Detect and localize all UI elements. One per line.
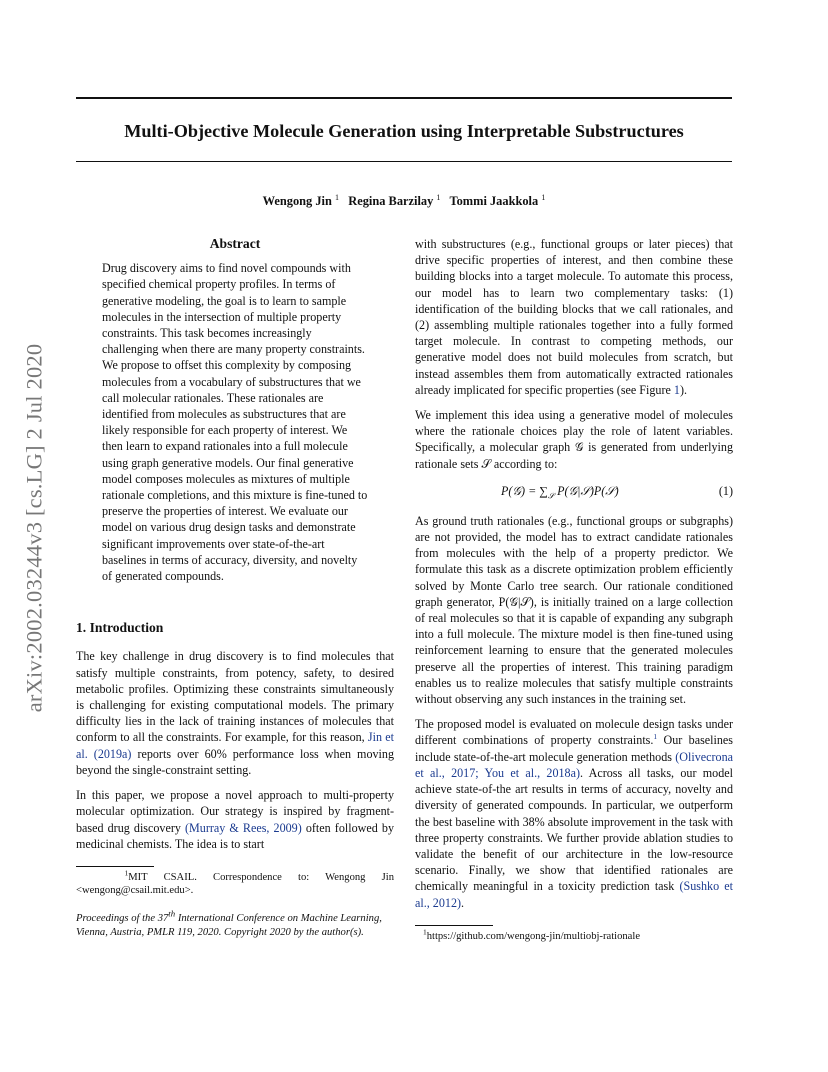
intro-paragraph-2: [76, 787, 394, 852]
author-affiliation-mark: 1: [334, 193, 339, 202]
right-paragraph-2: We implement this idea using a generative model of molecules where the rationale choices play the role of latent variables. Specifically, a molecular graph 𝒢 is generated from underlying rationale sets 𝒮 according to:: [415, 408, 733, 471]
equation-subscript: 𝒮: [547, 491, 555, 501]
citation-link[interactable]: (Olivecrona et al., 2017; You et al., 2018a): [415, 749, 733, 780]
footnote-mark: 1: [124, 868, 129, 878]
footnote-rule: [415, 925, 493, 926]
equation-lhs: P(𝒢) = ∑: [501, 483, 548, 498]
intro-p2-text: In this paper, we propose a novel approach to multi-property molecular optimization. Our strategy is inspired by fragment-based drug discovery: [76, 788, 394, 835]
introduction-heading: 1. Introduction: [76, 620, 164, 636]
figure-ref-link[interactable]: 1: [673, 382, 680, 397]
left-column: [76, 236, 394, 939]
arxiv-identifier: arXiv:2002.03244v3 [cs.LG] 2 Jul 2020: [21, 343, 47, 712]
proceedings-prefix: Proceedings of the 37: [76, 913, 169, 925]
footnote-mark: 1: [422, 927, 427, 937]
proceedings-suffix: International Conference on Machine Learning, Vienna, Austria, PMLR 119, 2020. Copyright 2020 by the author(s).: [76, 913, 382, 938]
arxiv-side-banner: [20, 300, 48, 755]
abstract-heading: Abstract: [209, 236, 261, 251]
proceedings-note: [76, 908, 394, 940]
equation-rhs: P(𝒢|𝒮)P(𝒮): [554, 483, 619, 498]
equation-expression: [501, 483, 619, 505]
right-column: [415, 236, 733, 943]
citation-link[interactable]: (Murray & Rees, 2009): [185, 820, 302, 835]
intro-paragraph-1: [76, 648, 394, 778]
abstract-text: Drug discovery aims to find novel compounds with specified chemical property profiles. In terms of generative modeling, the goal is to learn to sample molecules in the intersection of multiple property constraints. This task becomes increasingly challenging when there are many property constraints. We propose to offset this complexity by composing molecules from a vocabulary of substructures that we call molecular rationales. These rationales are identified from molecules as substructures that are likely responsible for each property of interest. We then learn to expand rationales into a full molecule using graph generative models. Our final generative model composes molecules as mixtures of multiple rationale completions, and this mixture is fine-tuned to preserve the properties of interest. We evaluate our model on various drug design tasks and demonstrate significant improvements over state-of-the-art baselines in terms of accuracy, diversity, and novelty of generated compounds.: [102, 261, 368, 584]
right-p4-end: .: [461, 895, 465, 910]
footnote-url[interactable]: https://github.com/wengong-jin/multiobj-rationale: [426, 930, 641, 942]
footnote-ref-link[interactable]: 1: [653, 732, 658, 742]
intro-p2-text-end: often followed by medicinal chemists. The idea is to start: [76, 820, 394, 851]
right-paragraph-3: As ground truth rationales (e.g., functional groups or subgraphs) are not provided, the model has to extract candidate rationales from molecules with the help of a property predictor. We formulate this task as a discrete optimization problem efficiently solved by Monte Carlo tree search. Our rationale conditioned graph generator, P(𝒢|𝒮), is initially trained on a large collection of real molecules so that it is capable of expanding any subgraph into a full molecule. The mixture model is then fine-tuned using reinforcement learning to ensure that the generated molecules preserve all the properties of interest. This training paradigm enables us to realize molecules that satisfy multiple constraints without observing any such instances in the training set.: [415, 513, 733, 707]
citation-link[interactable]: Jin et al. (2019a): [76, 730, 394, 761]
author-affiliation-mark: 1: [541, 193, 546, 202]
right-paragraph-4: [415, 716, 733, 910]
author-name: Wengong Jin: [262, 194, 332, 209]
citation-link[interactable]: (Sushko et al., 2012): [415, 879, 733, 910]
right-p1-text: with substructures (e.g., functional groups or later pieces) that drive specific properties of interest, and then combine these building blocks into a target molecule. To automate this process, our model has to learn two complementary tasks: (1) identification of the building blocks that we call rationales, and (2) assembling multiple rationales together into a fully formed target molecule. In contrast to competing methods, our generative model does not build molecules from scratch, but instead assembles them from automatically extracted rationales already implicated for specific properties (see Figure: [415, 237, 733, 397]
title-top-rule: [76, 97, 732, 99]
equation-number: (1): [718, 483, 733, 498]
right-p1-end: ).: [679, 382, 688, 397]
title-bottom-rule: [76, 161, 732, 162]
github-footnote: [415, 927, 733, 944]
equation-1: [415, 481, 733, 503]
proceedings-sup: th: [168, 908, 176, 919]
affiliation-footnote: [76, 868, 394, 898]
paper-title: Multi-Objective Molecule Generation using Interpretable Substructures: [124, 121, 684, 141]
footnote-text: MIT CSAIL. Correspondence to: Wengong Jin <wengong@csail.mit.edu>.: [76, 871, 394, 897]
right-paragraph-1: [415, 236, 733, 398]
intro-p1-text-end: reports over 60% performance loss when moving beyond the single-constraint setting.: [76, 746, 394, 777]
right-p4-text-2: Our baselines include state-of-the-art molecule generation methods: [415, 733, 733, 764]
footnote-rule: [76, 866, 154, 867]
author-affiliation-mark: 1: [436, 193, 441, 202]
author-name: Tommi Jaakkola: [449, 194, 539, 209]
author-name: Regina Barzilay: [348, 194, 434, 209]
right-p4-text: The proposed model is evaluated on molecule design tasks under different combinations of property constraints.: [415, 717, 733, 748]
author-list: [76, 190, 732, 209]
intro-p1-text: The key challenge in drug discovery is to find molecules that satisfy multiple constraints, from potency, safety, to desired metabolic profiles. Optimizing these constraints simultaneously is challenging for existing computational models. The primary difficulty lies in the lack of training instances of molecules that conform to all the constraints. For example, for this reason,: [76, 649, 394, 745]
right-p4-text-3: . Across all tasks, our model achieve state-of-the art results in terms of accuracy, novelty and diversity of generated compounds. In particular, we outperform the best baseline with 38% absolute improvement in the task with three property constraints. We further provide ablation studies to validate the benefit of our architecture in the low-resource scenario. Finally, we show that identified rationales are chemically meaningful in a toxicity prediction task: [415, 765, 733, 894]
